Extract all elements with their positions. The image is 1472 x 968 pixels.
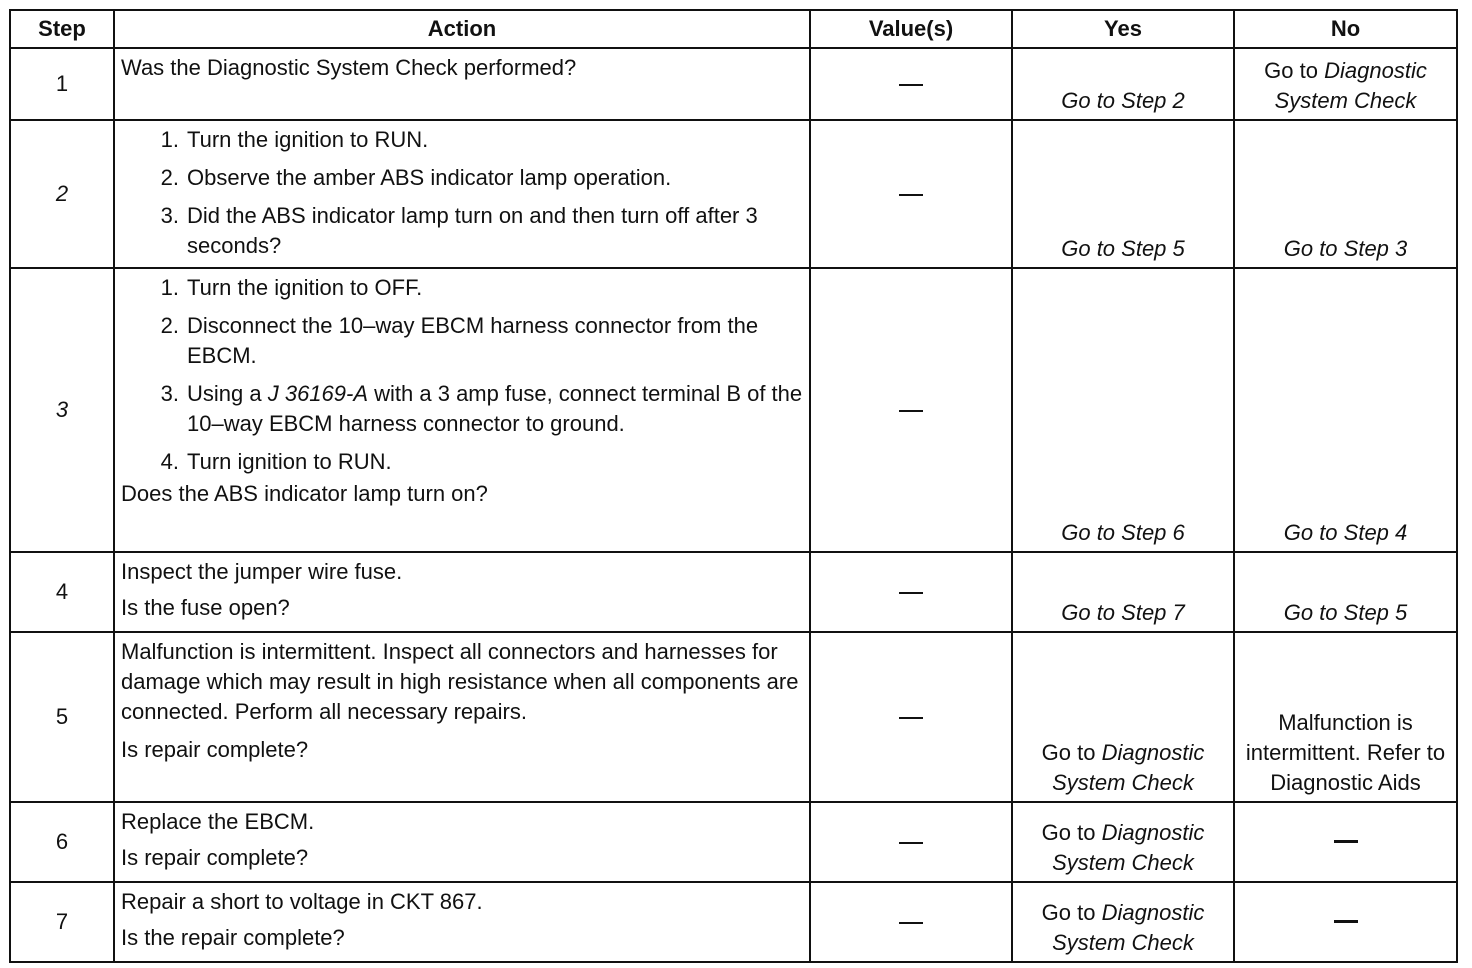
dash bbox=[899, 592, 923, 595]
no-cell bbox=[1234, 120, 1457, 268]
no-outcome: Go to Step 4 bbox=[1283, 520, 1408, 545]
action-cell bbox=[114, 268, 810, 552]
dash bbox=[1334, 920, 1358, 923]
list-item: 3. Using a J 36169-A with a 3 amp fuse, connect terminal B of the 10–way EBCM harness connector to ground. bbox=[160, 381, 803, 436]
no-cell bbox=[1234, 268, 1457, 552]
dash bbox=[899, 922, 923, 925]
dash bbox=[899, 84, 923, 87]
action-cell bbox=[114, 552, 810, 632]
yes-outcome: Go to Step 7 bbox=[1061, 600, 1185, 625]
value-cell bbox=[810, 802, 1012, 882]
no-cell bbox=[1234, 632, 1457, 802]
list-item: 2. Disconnect the 10–way EBCM harness connector from the EBCM. bbox=[160, 313, 759, 368]
diagnostic-table bbox=[9, 9, 1458, 963]
header-yes: Yes bbox=[1012, 10, 1234, 48]
action-text: Repair a short to voltage in CKT 867. bbox=[121, 889, 483, 914]
value-cell bbox=[810, 632, 1012, 802]
header-action: Action bbox=[114, 10, 810, 48]
header-row bbox=[10, 10, 1457, 48]
no-cell bbox=[1234, 802, 1457, 882]
header-values: Value(s) bbox=[810, 10, 1012, 48]
list-item: 4. Turn ignition to RUN. bbox=[160, 449, 392, 474]
step-number: 4 bbox=[10, 552, 114, 632]
action-text: Malfunction is intermittent. Inspect all connectors and harnesses for damage which may result in high resistance when all components are connected. Perform all necessary repairs. bbox=[121, 639, 799, 724]
table-row bbox=[10, 802, 1457, 882]
tool-name: J 36169-A bbox=[267, 381, 369, 406]
table-row bbox=[10, 882, 1457, 962]
action-question: Is repair complete? bbox=[121, 737, 309, 762]
yes-outcome: Diagnostic System Check bbox=[1052, 740, 1205, 795]
table-row bbox=[10, 632, 1457, 802]
yes-outcome: Diagnostic System Check bbox=[1052, 900, 1205, 955]
value-cell bbox=[810, 268, 1012, 552]
step-number: 7 bbox=[10, 882, 114, 962]
yes-outcome: Go to Step 6 bbox=[1061, 520, 1185, 545]
list-item: 1. Turn the ignition to RUN. bbox=[160, 127, 429, 152]
no-cell bbox=[1234, 882, 1457, 962]
yes-outcome: Diagnostic System Check bbox=[1052, 820, 1205, 875]
value-cell bbox=[810, 552, 1012, 632]
no-outcome: Malfunction is intermittent. Refer to Diagnostic Aids bbox=[1245, 710, 1446, 795]
yes-cell bbox=[1012, 268, 1234, 552]
list-item: 1. Turn the ignition to OFF. bbox=[160, 275, 423, 300]
no-cell bbox=[1234, 48, 1457, 120]
step-number: 1 bbox=[10, 48, 114, 120]
action-cell bbox=[114, 882, 810, 962]
value-cell bbox=[810, 882, 1012, 962]
step-number: 6 bbox=[10, 802, 114, 882]
yes-cell bbox=[1012, 120, 1234, 268]
table-row bbox=[10, 268, 1457, 552]
yes-cell bbox=[1012, 802, 1234, 882]
dash bbox=[899, 410, 923, 413]
action-question: Was the Diagnostic System Check performed? bbox=[121, 55, 577, 80]
no-outcome: Diagnostic System Check bbox=[1274, 58, 1427, 113]
table-row bbox=[10, 120, 1457, 268]
header-no: No bbox=[1234, 10, 1457, 48]
dash bbox=[899, 842, 923, 845]
table-row bbox=[10, 552, 1457, 632]
action-question: Is the repair complete? bbox=[121, 925, 345, 950]
action-cell bbox=[114, 48, 810, 120]
value-cell bbox=[810, 120, 1012, 268]
action-question: Is repair complete? bbox=[121, 845, 309, 870]
no-prefix: Go to bbox=[1264, 58, 1318, 83]
action-cell bbox=[114, 120, 810, 268]
action-cell bbox=[114, 632, 810, 802]
no-outcome: Go to Step 5 bbox=[1283, 600, 1408, 625]
no-cell bbox=[1234, 552, 1457, 632]
table-row bbox=[10, 48, 1457, 120]
header-step: Step bbox=[10, 10, 114, 48]
step-number: 5 bbox=[10, 632, 114, 802]
action-question: Is the fuse open? bbox=[121, 595, 290, 620]
yes-outcome: Go to Step 5 bbox=[1061, 236, 1185, 261]
no-outcome: Go to Step 3 bbox=[1283, 236, 1408, 261]
action-text: Replace the EBCM. bbox=[121, 809, 315, 834]
action-list bbox=[121, 125, 803, 261]
dash bbox=[1334, 840, 1358, 843]
dash bbox=[899, 717, 923, 720]
dash bbox=[899, 194, 923, 197]
list-item: 3. Did the ABS indicator lamp turn on and then turn off after 3 seconds? bbox=[160, 203, 758, 258]
action-list bbox=[121, 273, 803, 477]
yes-cell bbox=[1012, 552, 1234, 632]
action-text: Inspect the jumper wire fuse. bbox=[121, 559, 403, 584]
step-number: 3 bbox=[10, 268, 114, 552]
action-question: Does the ABS indicator lamp turn on? bbox=[121, 481, 488, 506]
yes-cell bbox=[1012, 632, 1234, 802]
yes-prefix: Go to bbox=[1041, 740, 1096, 765]
yes-prefix: Go to bbox=[1041, 820, 1096, 845]
yes-cell bbox=[1012, 882, 1234, 962]
yes-cell bbox=[1012, 48, 1234, 120]
yes-outcome: Go to Step 2 bbox=[1061, 88, 1185, 113]
list-item: 2. Observe the amber ABS indicator lamp operation. bbox=[160, 165, 672, 190]
yes-prefix: Go to bbox=[1041, 900, 1096, 925]
action-cell bbox=[114, 802, 810, 882]
step-number: 2 bbox=[10, 120, 114, 268]
value-cell bbox=[810, 48, 1012, 120]
